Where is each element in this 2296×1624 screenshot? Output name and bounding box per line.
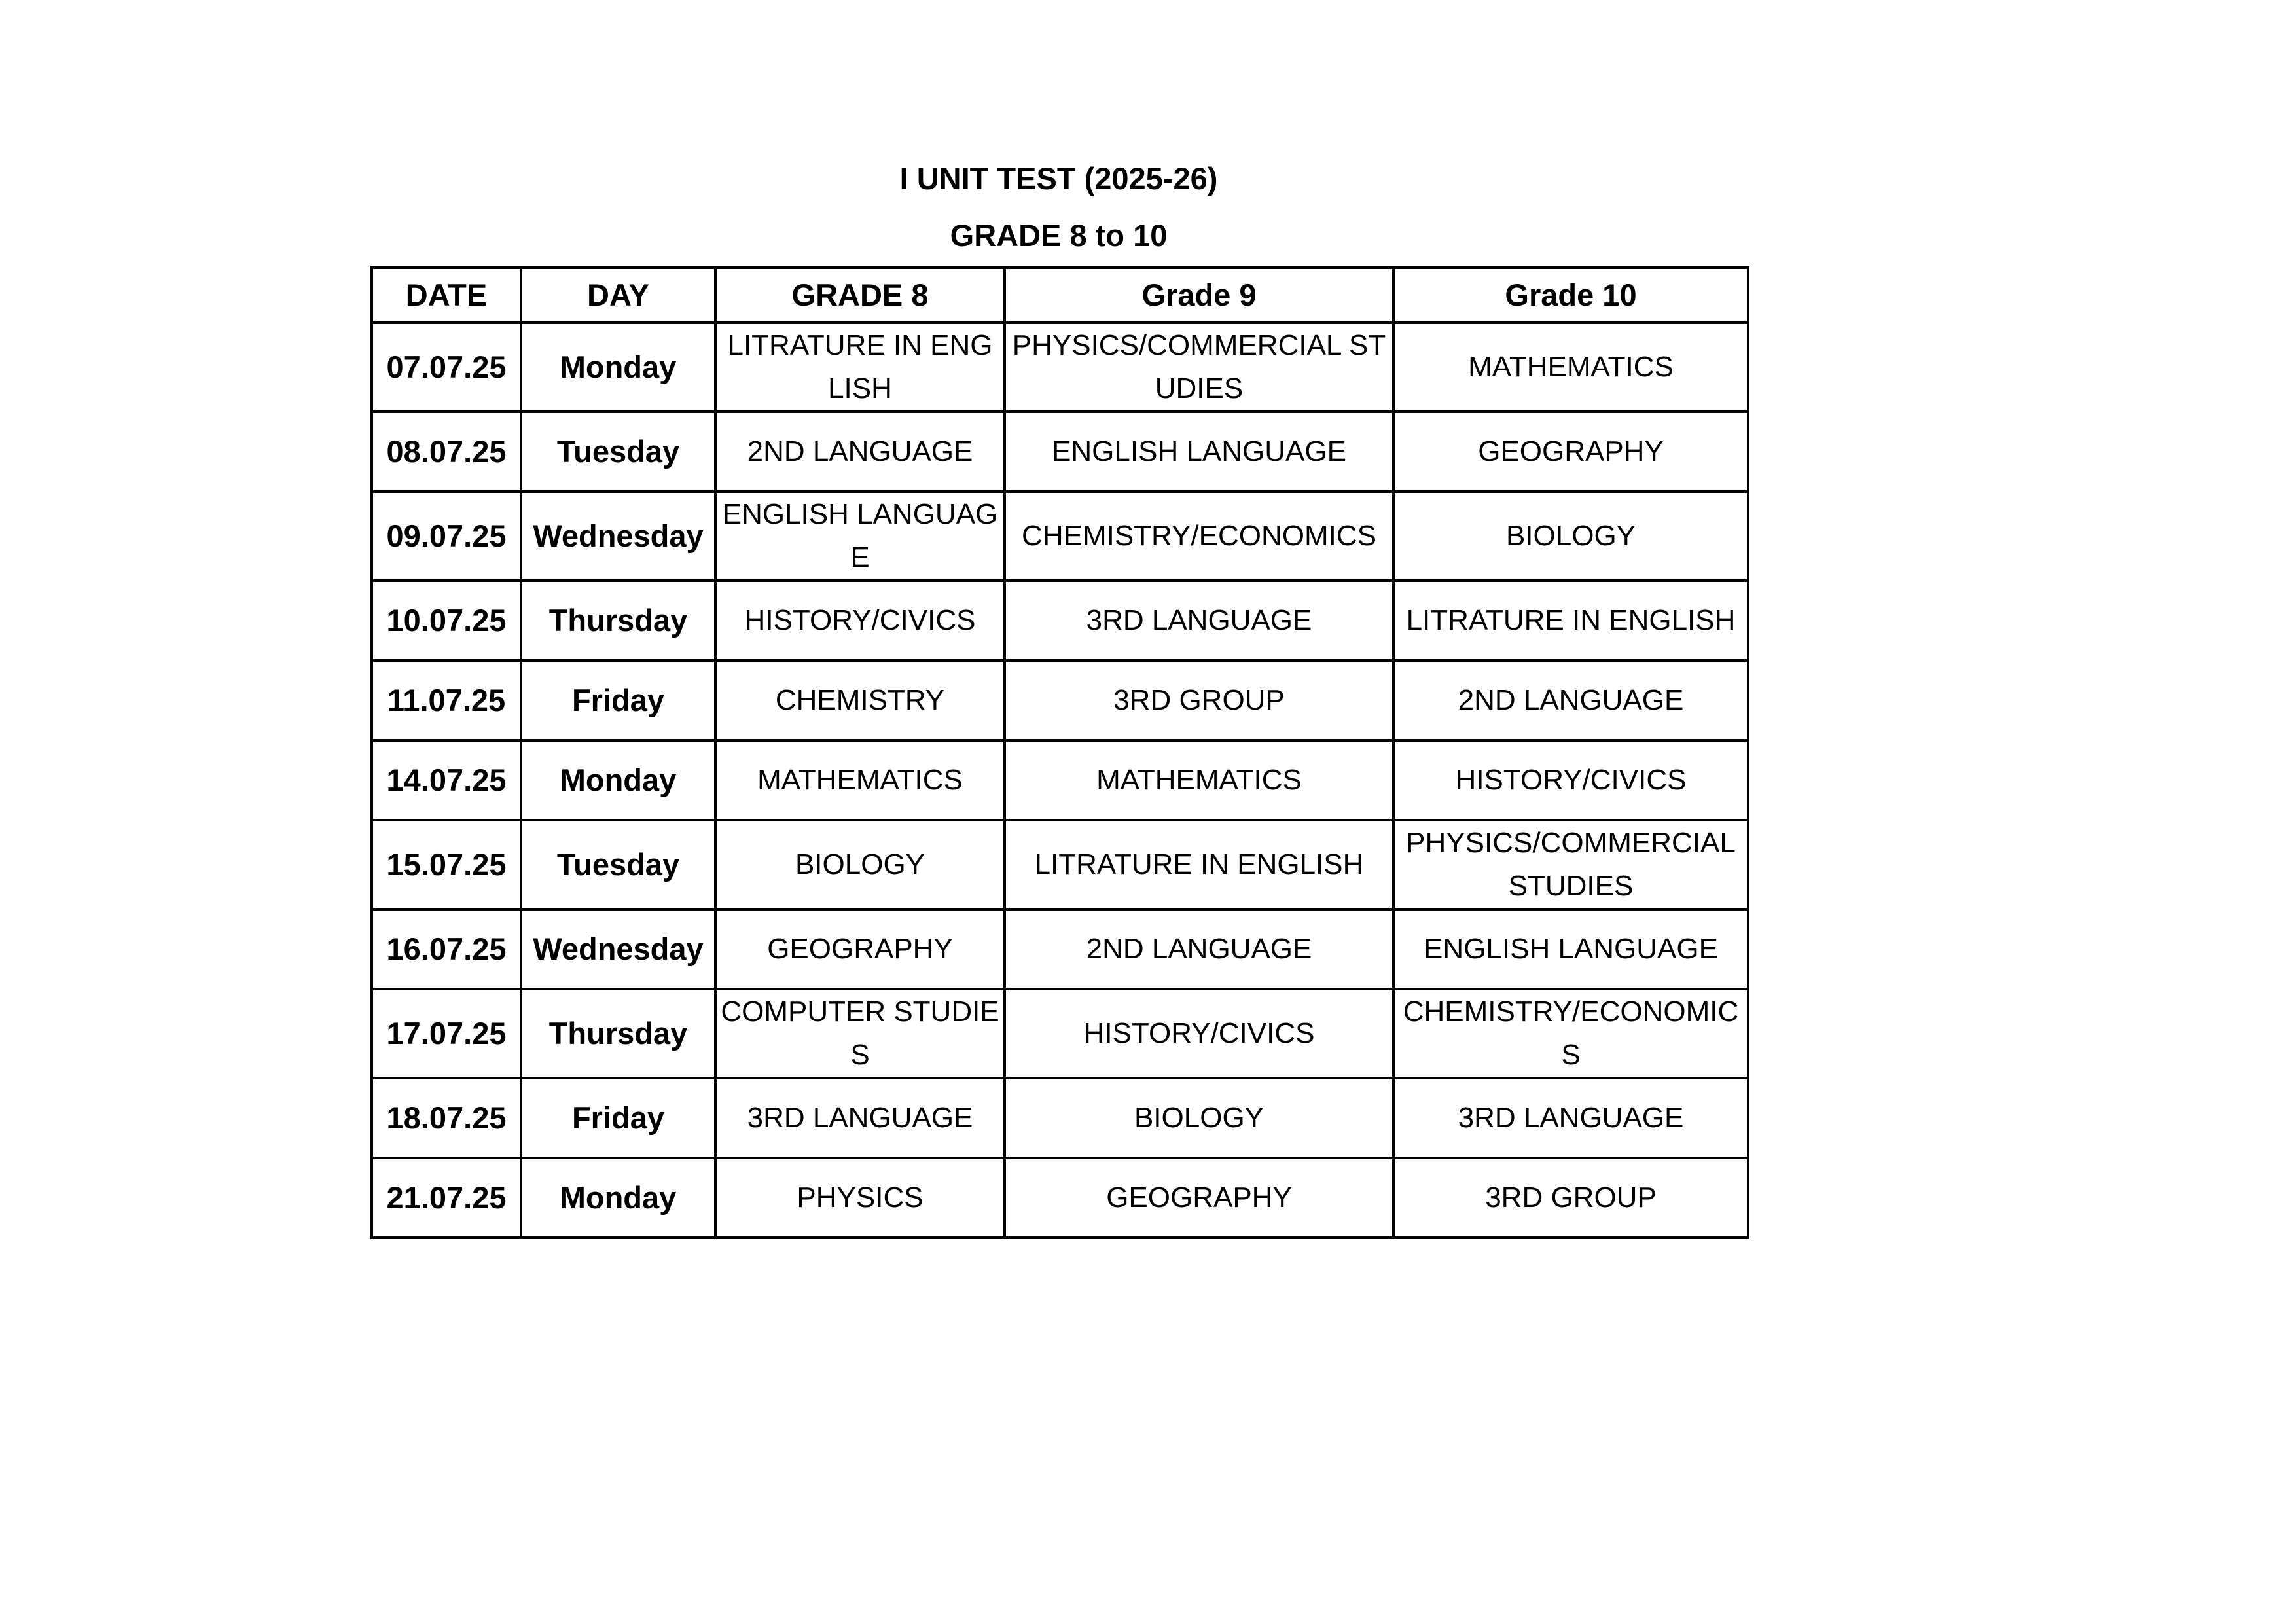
day-cell: Thursday [521, 989, 715, 1078]
column-header-grade-8: GRADE 8 [715, 268, 1005, 323]
grade-9-subject-cell: 3RD GROUP [1005, 660, 1393, 740]
grade-9-subject-cell: 2ND LANGUAGE [1005, 909, 1393, 989]
table-row [372, 1158, 1748, 1238]
column-header-grade-9: Grade 9 [1005, 268, 1393, 323]
grade-10-subject-cell: CHEMISTRY/ECONOMICS [1393, 989, 1748, 1078]
date-cell: 16.07.25 [372, 909, 521, 989]
table-row [372, 820, 1748, 909]
day-cell: Monday [521, 1158, 715, 1238]
grade-9-subject-cell: HISTORY/CIVICS [1005, 989, 1393, 1078]
table-row [372, 1078, 1748, 1158]
grade-9-subject-cell: ENGLISH LANGUAGE [1005, 412, 1393, 492]
grade-10-subject-cell: ENGLISH LANGUAGE [1393, 909, 1748, 989]
grade-10-subject-cell: BIOLOGY [1393, 492, 1748, 581]
grade-10-subject-cell: 3RD GROUP [1393, 1158, 1748, 1238]
grade-10-subject-cell: HISTORY/CIVICS [1393, 740, 1748, 820]
grade-8-subject-cell: 2ND LANGUAGE [715, 412, 1005, 492]
grade-8-subject-cell: COMPUTER STUDIES [715, 989, 1005, 1078]
grade-8-subject-cell: PHYSICS [715, 1158, 1005, 1238]
table-row [372, 492, 1748, 581]
date-cell: 21.07.25 [372, 1158, 521, 1238]
grade-9-subject-cell: GEOGRAPHY [1005, 1158, 1393, 1238]
column-header-date: DATE [372, 268, 521, 323]
day-cell: Tuesday [521, 412, 715, 492]
column-header-day: DAY [521, 268, 715, 323]
grade-10-subject-cell: 2ND LANGUAGE [1393, 660, 1748, 740]
table-row [372, 740, 1748, 820]
day-cell: Tuesday [521, 820, 715, 909]
table-header-row [372, 268, 1748, 323]
table-row [372, 412, 1748, 492]
table-row [372, 323, 1748, 412]
grade-9-subject-cell: CHEMISTRY/ECONOMICS [1005, 492, 1393, 581]
day-cell: Monday [521, 323, 715, 412]
table-row [372, 989, 1748, 1078]
grade-9-subject-cell: PHYSICS/COMMERCIAL STUDIES [1005, 323, 1393, 412]
day-cell: Wednesday [521, 909, 715, 989]
grade-10-subject-cell: 3RD LANGUAGE [1393, 1078, 1748, 1158]
day-cell: Friday [521, 660, 715, 740]
day-cell: Friday [521, 1078, 715, 1158]
grade-8-subject-cell: HISTORY/CIVICS [715, 581, 1005, 660]
page-title: I UNIT TEST (2025-26) [899, 161, 1218, 196]
grade-9-subject-cell: LITRATURE IN ENGLISH [1005, 820, 1393, 909]
column-header-grade-10: Grade 10 [1393, 268, 1748, 323]
date-cell: 09.07.25 [372, 492, 521, 581]
date-cell: 18.07.25 [372, 1078, 521, 1158]
grade-10-subject-cell: MATHEMATICS [1393, 323, 1748, 412]
grade-8-subject-cell: MATHEMATICS [715, 740, 1005, 820]
day-cell: Wednesday [521, 492, 715, 581]
grade-10-subject-cell: GEOGRAPHY [1393, 412, 1748, 492]
date-cell: 07.07.25 [372, 323, 521, 412]
grade-8-subject-cell: BIOLOGY [715, 820, 1005, 909]
grade-9-subject-cell: 3RD LANGUAGE [1005, 581, 1393, 660]
grade-8-subject-cell: GEOGRAPHY [715, 909, 1005, 989]
grade-10-subject-cell: LITRATURE IN ENGLISH [1393, 581, 1748, 660]
date-cell: 17.07.25 [372, 989, 521, 1078]
grade-8-subject-cell: 3RD LANGUAGE [715, 1078, 1005, 1158]
date-cell: 11.07.25 [372, 660, 521, 740]
table-row [372, 909, 1748, 989]
grade-10-subject-cell: PHYSICS/COMMERCIAL STUDIES [1393, 820, 1748, 909]
grade-9-subject-cell: MATHEMATICS [1005, 740, 1393, 820]
exam-schedule-table [370, 266, 1749, 1239]
date-cell: 14.07.25 [372, 740, 521, 820]
grade-8-subject-cell: LITRATURE IN ENGLISH [715, 323, 1005, 412]
day-cell: Thursday [521, 581, 715, 660]
table-row [372, 581, 1748, 660]
grade-8-subject-cell: ENGLISH LANGUAGE [715, 492, 1005, 581]
grade-8-subject-cell: CHEMISTRY [715, 660, 1005, 740]
grade-9-subject-cell: BIOLOGY [1005, 1078, 1393, 1158]
date-cell: 15.07.25 [372, 820, 521, 909]
table-row [372, 660, 1748, 740]
day-cell: Monday [521, 740, 715, 820]
date-cell: 08.07.25 [372, 412, 521, 492]
date-cell: 10.07.25 [372, 581, 521, 660]
page-subtitle: GRADE 8 to 10 [950, 218, 1168, 253]
